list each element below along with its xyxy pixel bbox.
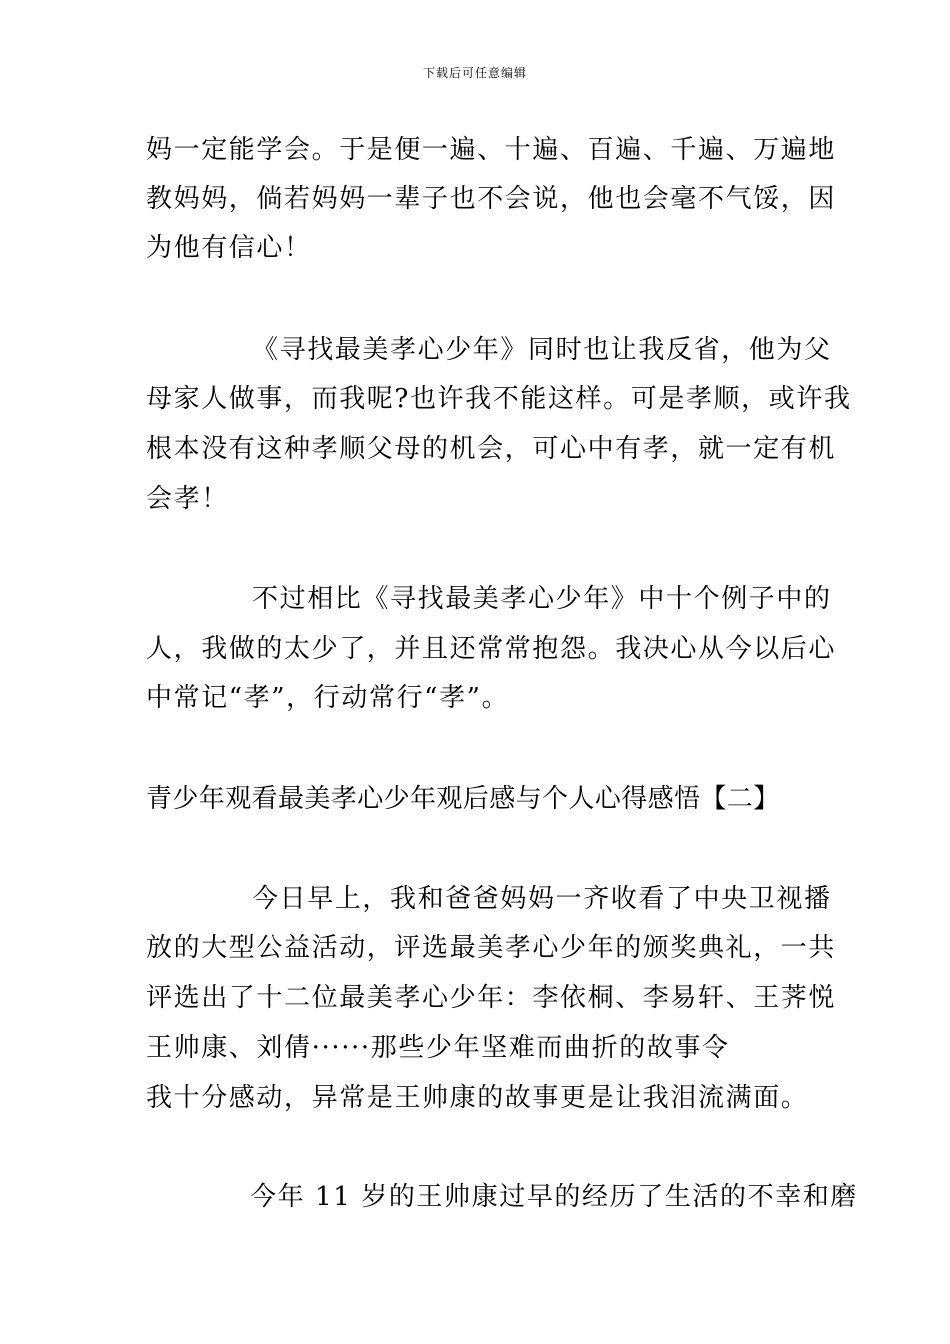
text-line: 人，我做的太少了，并且还常常抱怨。我决心从今以后心 [146, 634, 837, 664]
text-line: 教妈妈，倘若妈妈一辈子也不会说，他也会毫不气馁，因 [146, 184, 837, 214]
text-line: 根本没有这种孝顺父母的机会，可心中有孝，就一定有机 [146, 434, 837, 464]
paragraph-first-line: 不过相比《寻找最美孝心少年》中十个例子中的 [252, 584, 832, 614]
text-line: 为他有信心！ [146, 233, 312, 263]
text-line: 评选出了十二位最美孝心少年：李依桐、李易轩、王荠悦 [146, 983, 837, 1013]
text-line: 我十分感动，异常是王帅康的故事更是让我泪流满面。 [146, 1083, 809, 1113]
page-header: 下载后可任意编辑 [422, 66, 527, 80]
section-heading: 青少年观看最美孝心少年观后感与个人心得感悟【二】 [146, 784, 780, 814]
text-line: 母家人做事，而我呢?也许我不能这样。可是孝顺，或许我 [146, 384, 852, 414]
paragraph-first-line: 今日早上，我和爸爸妈妈一齐收看了中央卫视播 [252, 884, 832, 914]
text-line: 中常记“孝”，行动常行“孝”。 [146, 683, 510, 713]
text-line: 王帅康、刘倩······那些少年坚难而曲折的故事令 [146, 1033, 730, 1063]
text-line: 会孝！ [146, 484, 229, 514]
paragraph-first-line: 《寻找最美孝心少年》同时也让我反省，他为父 [252, 335, 832, 365]
text-line: 放的大型公益活动，评选最美孝心少年的颁奖典礼，一共 [146, 933, 837, 963]
paragraph-first-line: 今年 11 岁的王帅康过早的经历了生活的不幸和磨 [250, 1182, 859, 1212]
text-line: 妈一定能学会。于是便一遍、十遍、百遍、千遍、万遍地 [146, 135, 837, 165]
